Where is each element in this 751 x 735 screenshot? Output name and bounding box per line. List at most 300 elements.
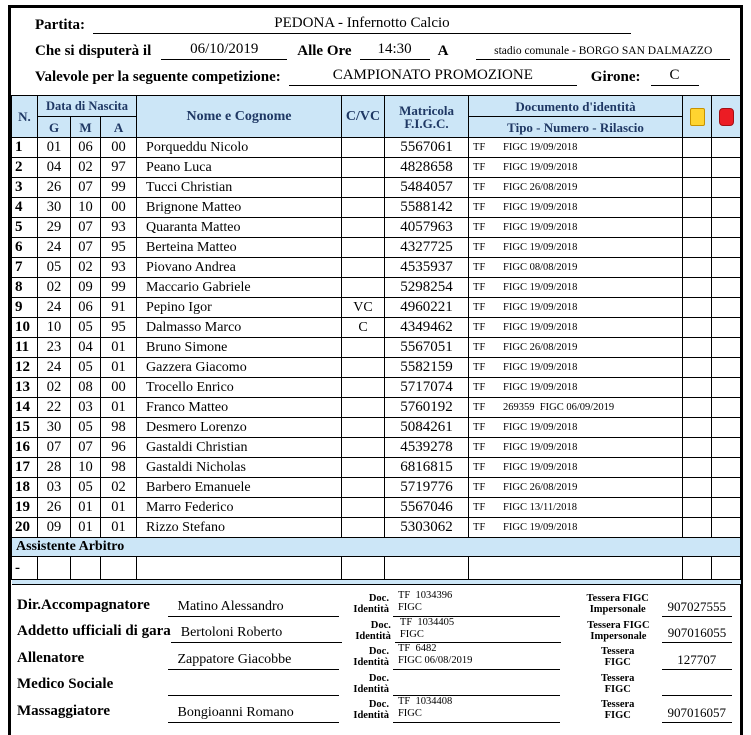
staff-tessera-field: 907016055 xyxy=(662,625,732,643)
player-birth-month-cell: 04 xyxy=(71,338,101,358)
player-red-card-cell xyxy=(712,338,741,358)
player-red-card-cell xyxy=(712,218,741,238)
player-captain-cell xyxy=(342,198,385,218)
player-matricola-cell: 4349462 xyxy=(385,318,469,338)
document-info: FIGC 19/09/2018 xyxy=(503,422,578,433)
player-yellow-card-cell xyxy=(683,198,712,218)
player-number-cell: 14 xyxy=(12,398,38,418)
player-red-card-cell xyxy=(712,518,741,538)
player-row xyxy=(12,178,741,198)
player-yellow-card-cell xyxy=(683,318,712,338)
document-info: FIGC 19/09/2018 xyxy=(503,522,578,533)
player-number-cell: 6 xyxy=(12,238,38,258)
player-birth-day-cell: 30 xyxy=(38,198,71,218)
player-name-cell: Desmero Lorenzo xyxy=(137,418,342,438)
player-document-cell xyxy=(469,518,683,538)
player-row xyxy=(12,338,741,358)
staff-tessera-label: Tessera FIGC xyxy=(600,646,635,669)
player-birth-month-cell: 03 xyxy=(71,398,101,418)
assistente-body xyxy=(12,538,741,585)
staff-tessera-field: 907027555 xyxy=(662,599,732,617)
roster-table-header xyxy=(12,96,741,138)
player-number-cell: 11 xyxy=(12,338,38,358)
player-captain-cell xyxy=(342,378,385,398)
player-number-cell: 16 xyxy=(12,438,38,458)
player-yellow-card-cell xyxy=(683,238,712,258)
player-red-card-cell xyxy=(712,138,741,158)
player-birth-day-cell: 23 xyxy=(38,338,71,358)
player-number-cell: 17 xyxy=(12,458,38,478)
player-birth-year-cell: 01 xyxy=(101,398,137,418)
document-info: FIGC 26/08/2019 xyxy=(503,342,578,353)
player-name-cell: Gastaldi Christian xyxy=(137,438,342,458)
player-birth-day-cell: 04 xyxy=(38,158,71,178)
staff-name-field: Bongioanni Romano xyxy=(168,705,340,723)
player-matricola-cell: 4828658 xyxy=(385,158,469,178)
player-number-cell: 13 xyxy=(12,378,38,398)
staff-doc-label: Doc. Identità xyxy=(353,646,389,669)
player-captain-cell: VC xyxy=(342,298,385,318)
player-name-cell: Trocello Enrico xyxy=(137,378,342,398)
player-name-cell: Maccario Gabriele xyxy=(137,278,342,298)
player-birth-month-cell: 06 xyxy=(71,298,101,318)
player-name-cell: Dalmasso Marco xyxy=(137,318,342,338)
col-header-name: Nome e Cognome xyxy=(137,96,342,138)
player-birth-month-cell: 06 xyxy=(71,138,101,158)
staff-name-field: Zappatore Giacobbe xyxy=(168,652,340,670)
col-header-document: Documento d'identità xyxy=(469,96,683,117)
player-birth-day-cell: 30 xyxy=(38,418,71,438)
match-line xyxy=(35,15,730,34)
player-red-card-cell xyxy=(712,298,741,318)
document-type: TF xyxy=(473,522,486,533)
document-info: FIGC 19/09/2018 xyxy=(503,142,578,153)
assistente-doc-cell xyxy=(469,557,683,580)
yellow-card-icon xyxy=(690,108,705,126)
assistente-yellow-cell xyxy=(683,557,712,580)
document-header xyxy=(11,8,740,95)
player-number-cell: 9 xyxy=(12,298,38,318)
player-captain-cell xyxy=(342,518,385,538)
assistente-month-cell xyxy=(71,557,101,580)
staff-doc-field xyxy=(393,590,560,616)
staff-doc-line1 xyxy=(398,672,560,683)
player-birth-year-cell: 01 xyxy=(101,518,137,538)
document-type: TF xyxy=(473,442,486,453)
player-matricola-cell: 5298254 xyxy=(385,278,469,298)
player-matricola-cell: 5567046 xyxy=(385,498,469,518)
player-birth-month-cell: 05 xyxy=(71,418,101,438)
staff-tessera-field xyxy=(662,679,732,696)
player-document-cell xyxy=(469,278,683,298)
player-row xyxy=(12,258,741,278)
assistente-entry-row xyxy=(12,557,741,580)
player-matricola-cell: 5084261 xyxy=(385,418,469,438)
player-document-cell xyxy=(469,398,683,418)
player-matricola-cell: 4535937 xyxy=(385,258,469,278)
player-row xyxy=(12,298,741,318)
player-yellow-card-cell xyxy=(683,358,712,378)
player-row xyxy=(12,198,741,218)
staff-doc-label: Doc. Identità xyxy=(353,593,389,616)
player-birth-year-cell: 93 xyxy=(101,218,137,238)
document-info: FIGC 19/09/2018 xyxy=(503,222,578,233)
assistente-cvc-cell xyxy=(342,557,385,580)
player-birth-month-cell: 07 xyxy=(71,438,101,458)
staff-doc-line2: FIGC xyxy=(397,708,422,720)
document-info: FIGC 19/09/2018 xyxy=(503,322,578,333)
player-row xyxy=(12,218,741,238)
assistente-red-cell xyxy=(712,557,741,580)
player-name-cell: Berteina Matteo xyxy=(137,238,342,258)
document-type: TF xyxy=(473,182,486,193)
player-birth-day-cell: 07 xyxy=(38,438,71,458)
player-matricola-cell: 6816815 xyxy=(385,458,469,478)
player-red-card-cell xyxy=(712,318,741,338)
staff-role-label: Allenatore xyxy=(17,649,85,666)
player-number-cell: 19 xyxy=(12,498,38,518)
player-matricola-cell: 5567061 xyxy=(385,138,469,158)
player-yellow-card-cell xyxy=(683,378,712,398)
document-type: TF xyxy=(473,142,486,153)
staff-row xyxy=(17,696,732,723)
player-yellow-card-cell xyxy=(683,518,712,538)
assistente-year-cell xyxy=(101,557,137,580)
player-document-cell xyxy=(469,458,683,478)
player-document-cell xyxy=(469,298,683,318)
player-birth-month-cell: 02 xyxy=(71,158,101,178)
col-header-red-card xyxy=(712,96,741,138)
player-number-cell: 12 xyxy=(12,358,38,378)
player-number-cell: 20 xyxy=(12,518,38,538)
player-birth-month-cell: 07 xyxy=(71,238,101,258)
document-info: FIGC 19/09/2018 xyxy=(503,382,578,393)
document-type: TF xyxy=(473,482,486,493)
section-divider-strip xyxy=(12,580,741,585)
player-birth-day-cell: 24 xyxy=(38,298,71,318)
player-birth-day-cell: 03 xyxy=(38,478,71,498)
player-birth-day-cell: 26 xyxy=(38,498,71,518)
document-type: TF xyxy=(473,222,486,233)
staff-doc-line1: TF 1034405 xyxy=(399,616,455,628)
player-document-cell xyxy=(469,198,683,218)
date-line xyxy=(35,41,730,60)
document-type: TF xyxy=(473,362,486,373)
player-birth-year-cell: 00 xyxy=(101,138,137,158)
staff-doc-line2: FIGC xyxy=(399,628,424,640)
document-info: FIGC 19/09/2018 xyxy=(503,302,578,313)
player-document-cell xyxy=(469,478,683,498)
player-document-cell xyxy=(469,438,683,458)
player-captain-cell xyxy=(342,498,385,518)
player-birth-year-cell: 00 xyxy=(101,198,137,218)
document-info: FIGC 26/08/2019 xyxy=(503,482,578,493)
document-type: TF xyxy=(473,402,486,413)
staff-doc-line2 xyxy=(398,683,560,694)
player-red-card-cell xyxy=(712,378,741,398)
player-red-card-cell xyxy=(712,158,741,178)
player-birth-day-cell: 09 xyxy=(38,518,71,538)
player-captain-cell xyxy=(342,438,385,458)
player-red-card-cell xyxy=(712,418,741,438)
roster-table xyxy=(11,95,741,585)
player-captain-cell xyxy=(342,458,385,478)
player-yellow-card-cell xyxy=(683,438,712,458)
staff-tessera-field: 127707 xyxy=(662,652,732,670)
player-row xyxy=(12,278,741,298)
player-red-card-cell xyxy=(712,458,741,478)
document-type: TF xyxy=(473,502,486,513)
document-info: FIGC 08/08/2019 xyxy=(503,262,578,273)
assistente-matricola-cell xyxy=(385,557,469,580)
player-matricola-cell: 5303062 xyxy=(385,518,469,538)
player-row xyxy=(12,138,741,158)
player-number-cell: 15 xyxy=(12,418,38,438)
player-birth-year-cell: 93 xyxy=(101,258,137,278)
assistente-name-cell xyxy=(137,557,342,580)
player-number-cell: 2 xyxy=(12,158,38,178)
col-header-cvc: C/VC xyxy=(342,96,385,138)
player-birth-year-cell: 96 xyxy=(101,438,137,458)
document-info: FIGC 19/09/2018 xyxy=(503,462,578,473)
player-document-cell xyxy=(469,158,683,178)
player-name-cell: Rizzo Stefano xyxy=(137,518,342,538)
player-birth-month-cell: 10 xyxy=(71,458,101,478)
player-birth-month-cell: 09 xyxy=(71,278,101,298)
staff-doc-field xyxy=(395,617,561,643)
staff-tessera-label: Tessera FIGC Impersonale xyxy=(586,593,649,616)
partita-value-field: PEDONA - Infernotto Calcio xyxy=(93,15,631,34)
document-type: TF xyxy=(473,342,486,353)
player-red-card-cell xyxy=(712,198,741,218)
competition-label: Valevole per la seguente competizione: xyxy=(35,69,281,85)
player-birth-year-cell: 95 xyxy=(101,318,137,338)
document-info: FIGC 26/08/2019 xyxy=(503,182,578,193)
player-name-cell: Pepino Igor xyxy=(137,298,342,318)
document-info: FIGC 19/09/2018 xyxy=(503,202,578,213)
player-birth-day-cell: 24 xyxy=(38,358,71,378)
player-document-cell xyxy=(469,178,683,198)
match-roster-document xyxy=(8,5,743,735)
staff-role-label: Massaggiatore xyxy=(17,702,111,719)
player-captain-cell xyxy=(342,258,385,278)
player-row xyxy=(12,418,741,438)
player-matricola-cell: 4539278 xyxy=(385,438,469,458)
player-matricola-cell: 5484057 xyxy=(385,178,469,198)
player-red-card-cell xyxy=(712,278,741,298)
player-name-cell: Peano Luca xyxy=(137,158,342,178)
staff-section xyxy=(11,585,740,723)
player-birth-year-cell: 91 xyxy=(101,298,137,318)
player-red-card-cell xyxy=(712,478,741,498)
player-name-cell: Marro Federico xyxy=(137,498,342,518)
player-birth-day-cell: 02 xyxy=(38,378,71,398)
player-name-cell: Porqueddu Nicolo xyxy=(137,138,342,158)
player-yellow-card-cell xyxy=(683,138,712,158)
player-matricola-cell: 5760192 xyxy=(385,398,469,418)
player-captain-cell xyxy=(342,418,385,438)
player-document-cell xyxy=(469,358,683,378)
staff-doc-line1: TF 1034408 xyxy=(397,696,453,708)
player-name-cell: Gazzera Giacomo xyxy=(137,358,342,378)
player-name-cell: Brignone Matteo xyxy=(137,198,342,218)
player-row xyxy=(12,498,741,518)
col-header-yellow-card xyxy=(683,96,712,138)
document-type: TF xyxy=(473,382,486,393)
player-red-card-cell xyxy=(712,498,741,518)
player-birth-month-cell: 01 xyxy=(71,498,101,518)
time-label: Alle Ore xyxy=(297,43,352,59)
player-birth-day-cell: 01 xyxy=(38,138,71,158)
player-birth-day-cell: 10 xyxy=(38,318,71,338)
player-number-cell: 7 xyxy=(12,258,38,278)
staff-tessera-field: 907016057 xyxy=(662,705,732,723)
player-birth-year-cell: 98 xyxy=(101,418,137,438)
staff-row xyxy=(17,590,732,617)
player-matricola-cell: 5588142 xyxy=(385,198,469,218)
player-row xyxy=(12,378,741,398)
staff-tessera-label: Tessera FIGC xyxy=(600,672,635,695)
player-birth-year-cell: 02 xyxy=(101,478,137,498)
document-type: TF xyxy=(473,422,486,433)
staff-doc-field xyxy=(393,672,560,696)
player-row xyxy=(12,518,741,538)
player-captain-cell xyxy=(342,338,385,358)
player-number-cell: 18 xyxy=(12,478,38,498)
player-yellow-card-cell xyxy=(683,398,712,418)
player-birth-year-cell: 97 xyxy=(101,158,137,178)
document-info: FIGC 19/09/2018 xyxy=(503,242,578,253)
player-birth-year-cell: 95 xyxy=(101,238,137,258)
document-type: TF xyxy=(473,302,486,313)
players-body xyxy=(12,138,741,538)
player-captain-cell xyxy=(342,398,385,418)
player-birth-year-cell: 98 xyxy=(101,458,137,478)
player-birth-year-cell: 99 xyxy=(101,278,137,298)
player-red-card-cell xyxy=(712,178,741,198)
player-yellow-card-cell xyxy=(683,498,712,518)
matricola-label-line2: F.I.G.C. xyxy=(404,115,449,131)
player-captain-cell xyxy=(342,158,385,178)
player-name-cell: Franco Matteo xyxy=(137,398,342,418)
player-captain-cell: C xyxy=(342,318,385,338)
player-captain-cell xyxy=(342,478,385,498)
player-birth-day-cell: 22 xyxy=(38,398,71,418)
col-header-matricola xyxy=(385,96,469,138)
player-row xyxy=(12,358,741,378)
player-birth-month-cell: 05 xyxy=(71,318,101,338)
staff-doc-line2: FIGC xyxy=(397,602,422,614)
assistente-day-cell xyxy=(38,557,71,580)
player-red-card-cell xyxy=(712,238,741,258)
player-birth-month-cell: 07 xyxy=(71,178,101,198)
player-name-cell: Quaranta Matteo xyxy=(137,218,342,238)
date-value-field: 06/10/2019 xyxy=(161,41,287,60)
matricola-label-line1: Matricola xyxy=(399,102,454,118)
player-birth-day-cell: 29 xyxy=(38,218,71,238)
staff-tessera-label: Tessera FIGC Impersonale xyxy=(587,619,650,642)
document-type: TF xyxy=(473,162,486,173)
player-birth-month-cell: 07 xyxy=(71,218,101,238)
player-row xyxy=(12,318,741,338)
red-card-icon xyxy=(719,108,734,126)
player-number-cell: 8 xyxy=(12,278,38,298)
player-birth-day-cell: 05 xyxy=(38,258,71,278)
player-name-cell: Piovano Andrea xyxy=(137,258,342,278)
assistente-arbitro-row xyxy=(12,538,741,557)
player-number-cell: 5 xyxy=(12,218,38,238)
player-birth-day-cell: 26 xyxy=(38,178,71,198)
player-captain-cell xyxy=(342,238,385,258)
col-header-doc-sub: Tipo - Numero - Rilascio xyxy=(469,117,683,138)
col-header-month: M xyxy=(71,117,101,138)
player-birth-year-cell: 00 xyxy=(101,378,137,398)
player-red-card-cell xyxy=(712,358,741,378)
player-birth-month-cell: 02 xyxy=(71,258,101,278)
document-info: FIGC 19/09/2018 xyxy=(503,362,578,373)
player-row xyxy=(12,158,741,178)
player-yellow-card-cell xyxy=(683,158,712,178)
time-value-field: 14:30 xyxy=(360,41,430,60)
document-info: 269359 FIGC 06/09/2019 xyxy=(503,402,615,413)
player-document-cell xyxy=(469,498,683,518)
col-header-n: N. xyxy=(12,96,38,138)
player-document-cell xyxy=(469,218,683,238)
staff-doc-label: Doc. Identità xyxy=(353,699,389,722)
document-type: TF xyxy=(473,322,486,333)
col-header-year: A xyxy=(101,117,137,138)
player-matricola-cell: 4960221 xyxy=(385,298,469,318)
player-row xyxy=(12,238,741,258)
player-birth-month-cell: 05 xyxy=(71,358,101,378)
player-birth-year-cell: 01 xyxy=(101,498,137,518)
competition-line xyxy=(35,67,730,86)
player-birth-day-cell: 02 xyxy=(38,278,71,298)
player-birth-year-cell: 01 xyxy=(101,338,137,358)
player-number-cell: 4 xyxy=(12,198,38,218)
document-info: FIGC 19/09/2018 xyxy=(503,162,578,173)
player-birth-year-cell: 99 xyxy=(101,178,137,198)
staff-doc-line2: FIGC 06/08/2019 xyxy=(397,655,473,667)
player-yellow-card-cell xyxy=(683,218,712,238)
player-yellow-card-cell xyxy=(683,478,712,498)
player-captain-cell xyxy=(342,218,385,238)
document-type: TF xyxy=(473,282,486,293)
girone-label: Girone: xyxy=(590,69,641,85)
staff-role-label: Dir.Accompagnatore xyxy=(17,596,150,613)
player-document-cell xyxy=(469,238,683,258)
player-birth-day-cell: 24 xyxy=(38,238,71,258)
competition-value-field: CAMPIONATO PROMOZIONE xyxy=(289,67,577,86)
staff-doc-label: Doc. Identità xyxy=(353,672,389,695)
staff-doc-field xyxy=(393,643,560,669)
player-red-card-cell xyxy=(712,398,741,418)
document-type: TF xyxy=(473,202,486,213)
player-captain-cell xyxy=(342,278,385,298)
staff-row xyxy=(17,617,732,644)
date-label: Che si disputerà il xyxy=(35,43,152,59)
venue-value-field: stadio comunale - BORGO SAN DALMAZZO xyxy=(476,45,730,60)
player-matricola-cell: 5719776 xyxy=(385,478,469,498)
staff-doc-line1: TF 1034396 xyxy=(397,590,453,602)
staff-tessera-label: Tessera FIGC xyxy=(600,699,635,722)
player-yellow-card-cell xyxy=(683,258,712,278)
player-name-cell: Barbero Emanuele xyxy=(137,478,342,498)
player-matricola-cell: 5567051 xyxy=(385,338,469,358)
player-number-cell: 1 xyxy=(12,138,38,158)
player-red-card-cell xyxy=(712,258,741,278)
player-row xyxy=(12,458,741,478)
